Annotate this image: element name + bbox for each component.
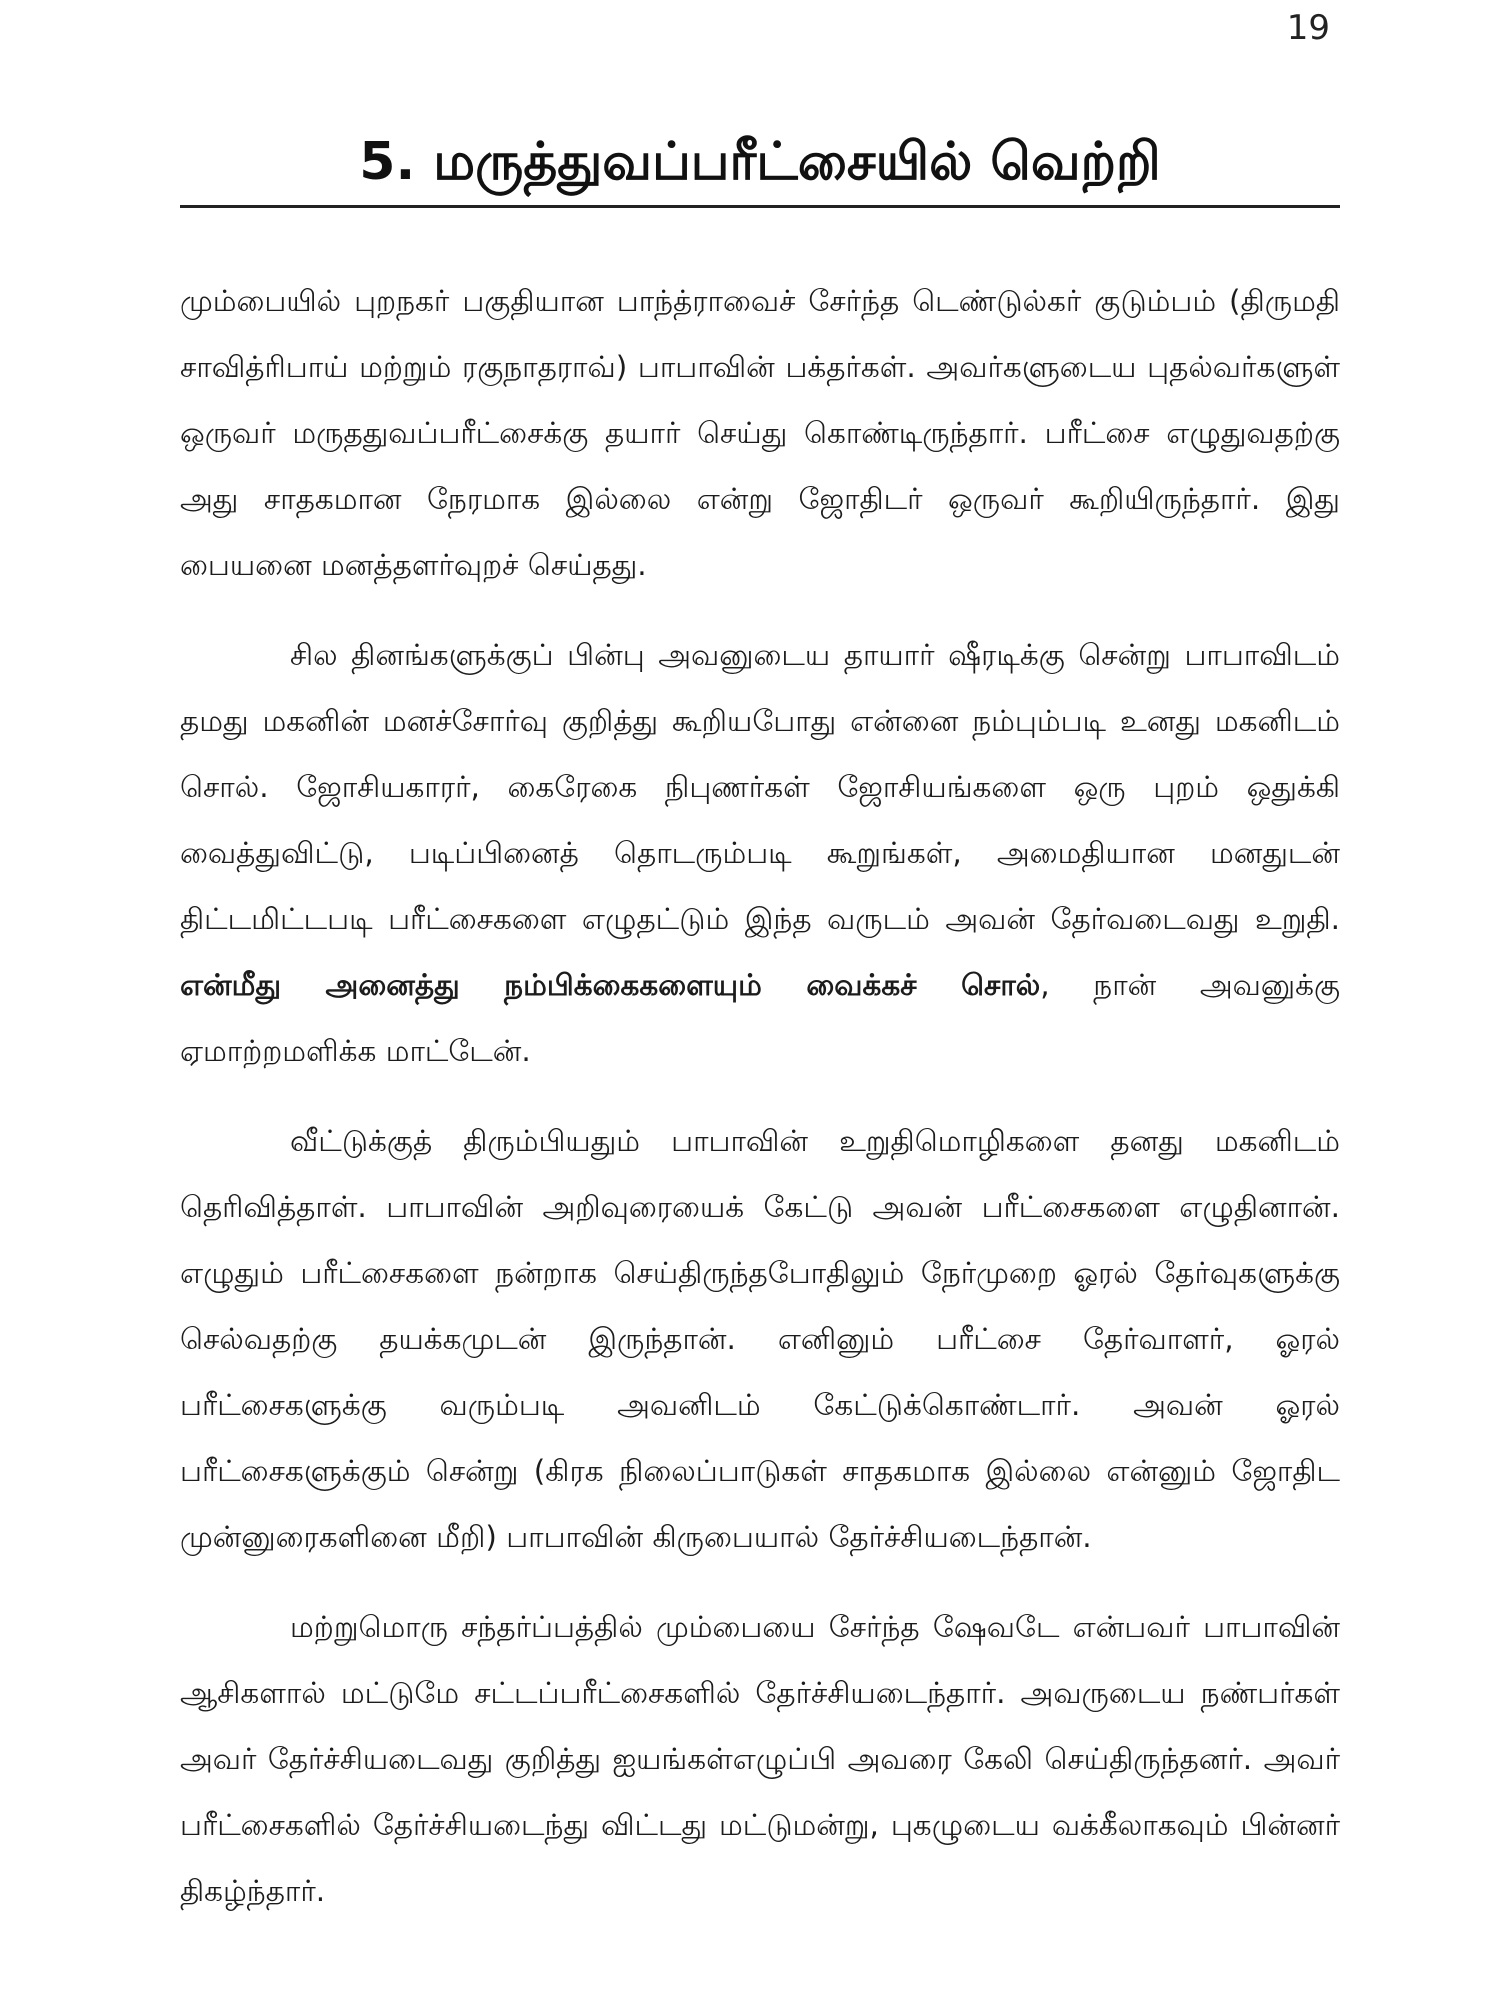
paragraph-1: மும்பையில் புறநகர் பகுதியான பாந்த்ராவைச் சேர்ந்த டெண்டுல்கர் குடும்பம் (திருமதி சாவித்ரிபாய் மற்றும் ரகுநாதராவ்) பாபாவின் பக்தர்கள். அவர்களுடைய புதல்வர்களுள் ஒருவர் மருததுவப்பரீட்சைக்கு தயார் செய்து கொண்டிருந்தார். பரீட்சை எழுதுவதற்கு அது சாதகமான நேரமாக இல்லை என்று ஜோதிடர் ஒருவர் கூறியிருந்தார். இது பையனை மனத்தளர்வுறச் செய்தது. [180,284,1340,582]
paragraph-2-text: சில தினங்களுக்குப் பின்பு அவனுடைய தாயார் ஷீரடிக்கு சென்று பாபாவிடம் தமது மகனின் மனச்சோர்வு குறித்து கூறியபோது என்னை நம்பும்படி உனது மகனிடம் சொல். ஜோசியகாரர், கைரேகை நிபுணர்கள் ஜோசியங்களை ஒரு புறம் ஒதுக்கி வைத்துவிட்டு, படிப்பினைத் தொடரும்படி கூறுங்கள், அமைதியான மனதுடன் திட்டமிட்டபடி பரீட்சைகளை எழுதட்டும் இந்த வருடம் அவன் தேர்வடைவது உறுதி. [180,638,1340,936]
paragraph-2 [180,622,1340,1084]
chapter-title: 5. மருத்துவப்பரீட்சையில் வெற்றி [359,132,1161,192]
page-number: 19 [1286,8,1330,48]
body-text [180,268,1340,1948]
paragraph-2-text-end: , நான் அவனுக்கு ஏமாற்றமளிக்க மாட்டேன். [180,968,1340,1068]
paragraph-4: மற்றுமொரு சந்தர்ப்பத்தில் மும்பையை சேர்ந்த ஷேவடே என்பவர் பாபாவின் ஆசிகளால் மட்டுமே சட்டப்பரீட்சைகளில் தேர்ச்சியடைந்தார். அவருடைய நண்பர்கள் அவர் தேர்ச்சியடைவது குறித்து ஐயங்கள்எழுப்பி அவரை கேலி செய்திருந்தனர். அவர் பரீட்சைகளில் தேர்ச்சியடைந்து விட்டது மட்டுமன்று, புகழுடைய வக்கீலாகவும் பின்னர் திகழ்ந்தார். [180,1610,1340,1908]
paragraph-3: வீட்டுக்குத் திரும்பியதும் பாபாவின் உறுதிமொழிகளை தனது மகனிடம் தெரிவித்தாள். பாபாவின் அறிவுரையைக் கேட்டு அவன் பரீட்சைகளை எழுதினான். எழுதும் பரீட்சைகளை நன்றாக செய்திருந்தபோதிலும் நேர்முறை ஓரல் தேர்வுகளுக்கு செல்வதற்கு தயக்கமுடன் இருந்தான். எனினும் பரீட்சை தேர்வாளர், ஓரல் பரீட்சைகளுக்கு வரும்படி அவனிடம் கேட்டுக்கொண்டார். அவன் ஓரல் பரீட்சைகளுக்கும் சென்று (கிரக நிலைப்பாடுகள் சாதகமாக இல்லை என்னும் ஜோதிட முன்னுரைகளினை மீறி) பாபாவின் கிருபையால் தேர்ச்சியடைந்தான். [180,1124,1340,1554]
paragraph-2-bold-quote: என்மீது அனைத்து நம்பிக்கைகளையும் வைக்கச் சொல் [180,968,1041,1002]
title-rule [180,205,1340,208]
